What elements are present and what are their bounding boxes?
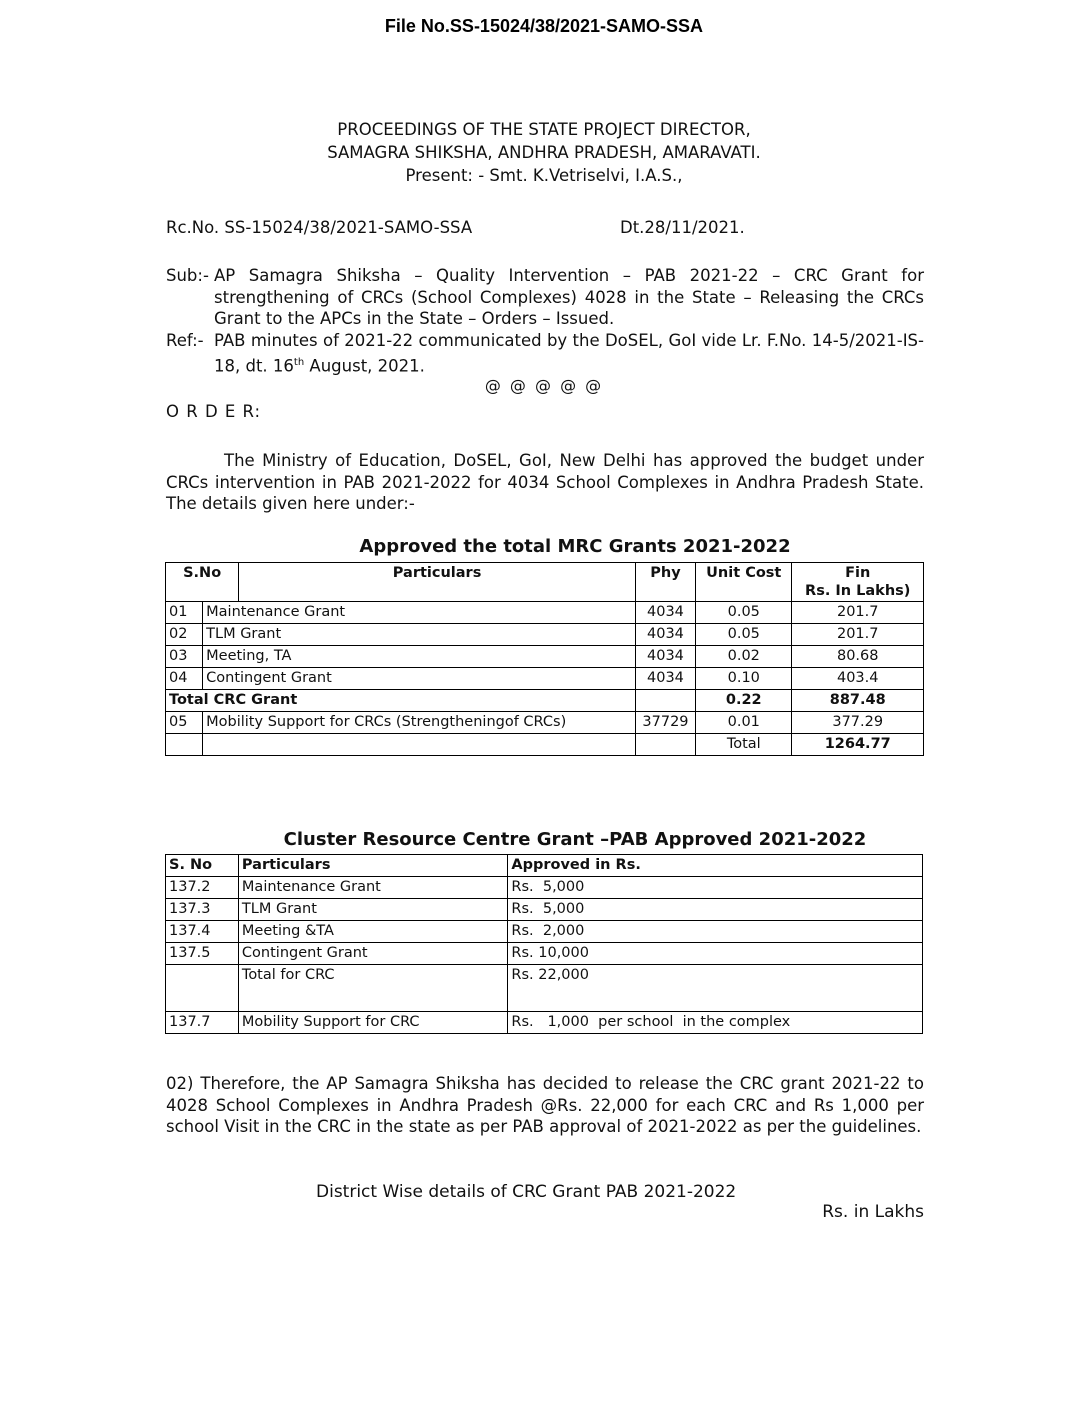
cell-sno: 137.5 xyxy=(166,943,239,965)
cell-sno: 137.2 xyxy=(166,877,239,899)
col-sno: S. No xyxy=(166,855,239,877)
rc-date: Dt.28/11/2021. xyxy=(620,218,745,237)
reference-text-main: PAB minutes of 2021-22 communicated by the DoSEL, GoI vide Lr. F.No. 14-5/2021-IS-18, dt. 16 xyxy=(214,331,924,375)
grand-total-fin: 1264.77 xyxy=(792,734,924,756)
cell-unit-cost: 0.10 xyxy=(696,668,792,690)
cell-unit-cost: 0.05 xyxy=(696,624,792,646)
cell-particulars: Meeting, TA xyxy=(203,646,636,668)
file-number: File No.SS-15024/38/2021-SAMO-SSA xyxy=(384,16,704,36)
cell-unit-cost: 0.05 xyxy=(696,602,792,624)
col-sno: S.No xyxy=(166,563,239,602)
header-line-2: SAMAGRA SHIKSHA, ANDHRA PRADESH, AMARAVATI. xyxy=(327,143,761,162)
grand-total-label: Total xyxy=(696,734,792,756)
cell-particulars: Contingent Grant xyxy=(238,943,507,965)
table-row xyxy=(166,943,923,965)
cell-sno: 137.7 xyxy=(166,1012,239,1034)
cell-particulars: TLM Grant xyxy=(238,899,507,921)
cell-sno: 03 xyxy=(166,646,203,668)
table-row xyxy=(166,921,923,943)
col-fin-line1: Fin xyxy=(845,565,871,581)
cell-fin: 80.68 xyxy=(792,646,924,668)
total-crc-phy xyxy=(635,690,695,712)
cell-sno: 137.3 xyxy=(166,899,239,921)
reference-text-end: August, 2021. xyxy=(304,356,425,375)
reference-label: Ref:- xyxy=(166,331,204,350)
cell-fin: 403.4 xyxy=(792,668,924,690)
cell-approved: Rs. 10,000 xyxy=(508,943,923,965)
order-label: O R D E R: xyxy=(166,402,262,421)
cell-fin: 201.7 xyxy=(792,602,924,624)
present-name: Smt. K.Vetriselvi, I.A.S., xyxy=(489,166,683,185)
col-phy: Phy xyxy=(635,563,695,602)
cell-phy: 4034 xyxy=(635,646,695,668)
table2-title: Cluster Resource Centre Grant –PAB Approved 2021-2022 xyxy=(283,829,867,850)
table-row xyxy=(166,624,924,646)
present-label: Present: - xyxy=(405,166,485,185)
subject-text: AP Samagra Shiksha – Quality Intervention – PAB 2021-22 – CRC Grant for strengthening of CRCs (School Complexes) 4028 in the State – Releasing the CRCs Grant to the APCs in the State – Orders – Issued. xyxy=(214,266,924,328)
col-fin-line2: Rs. In Lakhs) xyxy=(805,583,911,599)
paragraph-02: 02) Therefore, the AP Samagra Shiksha has decided to release the CRC grant 2021-22 to 4028 School Complexes in Andhra Pradesh @Rs. 22,000 for each CRC and Rs 1,000 per school Visit in the CRC in the state as per PAB approval of 2021-2022 as per the guidelines. xyxy=(166,1074,924,1136)
table-row xyxy=(166,646,924,668)
crc-grant-table xyxy=(165,854,923,1034)
cell-particulars: Meeting &TA xyxy=(238,921,507,943)
cell-particulars: Total for CRC xyxy=(238,965,507,1012)
cell-unit-cost: 0.01 xyxy=(696,712,792,734)
total-crc-unit-cost: 0.22 xyxy=(696,690,792,712)
cell-particulars: Mobility Support for CRCs (Strengtheningof CRCs) xyxy=(203,712,636,734)
mrc-grants-table xyxy=(165,562,924,756)
subject xyxy=(166,265,924,330)
table-row xyxy=(166,965,923,1012)
cell-phy: 4034 xyxy=(635,668,695,690)
col-particulars: Particulars xyxy=(238,855,507,877)
cell-sno: 137.4 xyxy=(166,921,239,943)
reference xyxy=(166,330,924,377)
rc-number: Rc.No. SS-15024/38/2021-SAMO-SSA xyxy=(166,218,473,237)
total-crc-fin: 887.48 xyxy=(792,690,924,712)
grand-total-row xyxy=(166,734,924,756)
intro-paragraph: The Ministry of Education, DoSEL, GoI, New Delhi has approved the budget under CRCs intervention in PAB 2021-2022 for 4034 School Complexes in Andhra Pradesh State. The details given here under:- xyxy=(166,451,924,513)
total-crc-row xyxy=(166,690,924,712)
cell-particulars: Maintenance Grant xyxy=(203,602,636,624)
cell-approved: Rs. 5,000 xyxy=(508,899,923,921)
cell-approved: Rs. 22,000 xyxy=(508,965,923,1012)
cell-fin: 201.7 xyxy=(792,624,924,646)
cell-approved: Rs. 5,000 xyxy=(508,877,923,899)
table-row xyxy=(166,877,923,899)
cell-sno: 05 xyxy=(166,712,203,734)
table1-title: Approved the total MRC Grants 2021-2022 xyxy=(359,536,791,557)
total-crc-label: Total CRC Grant xyxy=(166,690,636,712)
present-line xyxy=(0,164,1088,187)
grand-total-phy xyxy=(635,734,695,756)
cell-unit-cost: 0.02 xyxy=(696,646,792,668)
reference-superscript: th xyxy=(293,356,305,368)
table-header-row xyxy=(166,563,924,602)
table-row xyxy=(166,602,924,624)
table-row xyxy=(166,1012,923,1034)
cell-particulars: Contingent Grant xyxy=(203,668,636,690)
grand-total-sno xyxy=(166,734,203,756)
col-unit-cost: Unit Cost xyxy=(696,563,792,602)
col-approved: Approved in Rs. xyxy=(508,855,923,877)
cell-phy: 4034 xyxy=(635,602,695,624)
mobility-row xyxy=(166,712,924,734)
reference-text xyxy=(214,330,924,377)
units-note: Rs. in Lakhs xyxy=(822,1202,924,1222)
cell-sno: 04 xyxy=(166,668,203,690)
table-row xyxy=(166,668,924,690)
subject-label: Sub:- xyxy=(166,266,209,285)
cell-approved: Rs. 1,000 per school in the complex xyxy=(508,1012,923,1034)
cell-phy: 4034 xyxy=(635,624,695,646)
cell-phy: 37729 xyxy=(635,712,695,734)
cell-sno xyxy=(166,965,239,1012)
cell-sno: 02 xyxy=(166,624,203,646)
grand-total-particulars xyxy=(203,734,636,756)
header-line-1: PROCEEDINGS OF THE STATE PROJECT DIRECTOR, xyxy=(337,120,751,139)
table-header-row xyxy=(166,855,923,877)
col-particulars: Particulars xyxy=(239,563,636,602)
table-row xyxy=(166,899,923,921)
cell-particulars: Mobility Support for CRC xyxy=(238,1012,507,1034)
cell-fin: 377.29 xyxy=(792,712,924,734)
proceedings-header xyxy=(0,118,1088,187)
cell-approved: Rs. 2,000 xyxy=(508,921,923,943)
col-fin xyxy=(792,563,924,602)
cell-particulars: Maintenance Grant xyxy=(238,877,507,899)
cell-sno: 01 xyxy=(166,602,203,624)
cell-particulars: TLM Grant xyxy=(203,624,636,646)
separator: @ @ @ @ @ xyxy=(484,376,604,395)
district-heading: District Wise details of CRC Grant PAB 2021-2022 xyxy=(316,1182,737,1202)
